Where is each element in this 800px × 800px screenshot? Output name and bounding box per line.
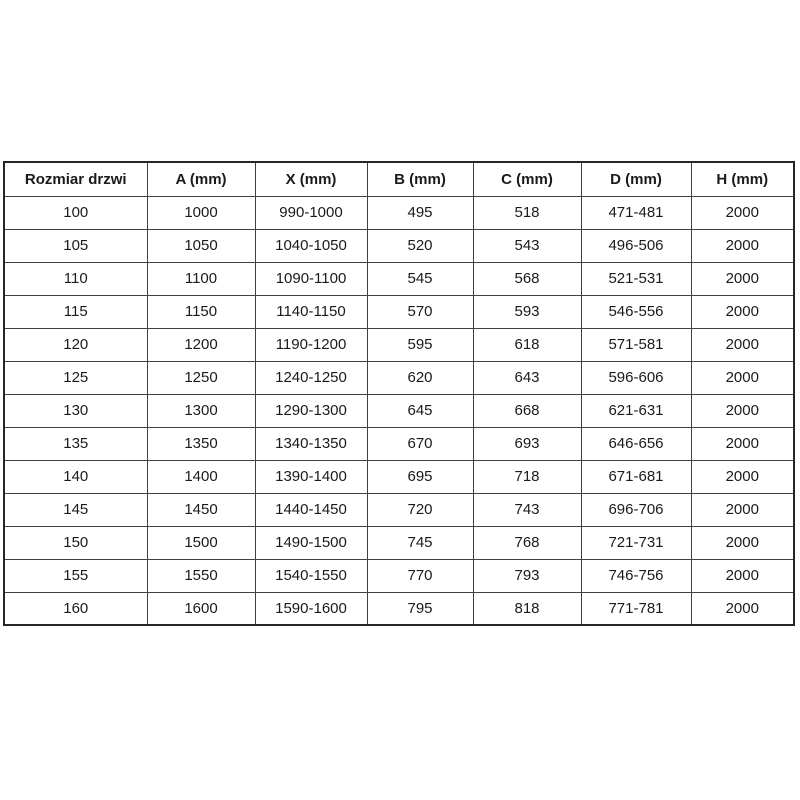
- table-cell: 1300: [147, 394, 255, 427]
- table-cell: 471-481: [581, 196, 691, 229]
- table-cell: 771-781: [581, 592, 691, 625]
- table-cell: 618: [473, 328, 581, 361]
- table-row: [4, 427, 794, 460]
- table-cell: 545: [367, 262, 473, 295]
- table-cell: 1600: [147, 592, 255, 625]
- table-cell: 495: [367, 196, 473, 229]
- table-cell: 1040-1050: [255, 229, 367, 262]
- table-cell: 145: [4, 493, 147, 526]
- table-cell: 1050: [147, 229, 255, 262]
- column-header-a-mm: A (mm): [147, 162, 255, 196]
- table-cell: 1450: [147, 493, 255, 526]
- table-cell: 743: [473, 493, 581, 526]
- table-cell: 1390-1400: [255, 460, 367, 493]
- table-row: [4, 592, 794, 625]
- table-cell: 2000: [691, 196, 794, 229]
- table-cell: 521-531: [581, 262, 691, 295]
- table-cell: 125: [4, 361, 147, 394]
- table-cell: 160: [4, 592, 147, 625]
- table-cell: 155: [4, 559, 147, 592]
- table-cell: 2000: [691, 295, 794, 328]
- table-cell: 2000: [691, 493, 794, 526]
- table-cell: 105: [4, 229, 147, 262]
- column-header-h-mm: H (mm): [691, 162, 794, 196]
- table-cell: 668: [473, 394, 581, 427]
- table-cell: 643: [473, 361, 581, 394]
- table-body: [4, 196, 794, 625]
- table-cell: 670: [367, 427, 473, 460]
- table-cell: 520: [367, 229, 473, 262]
- table-cell: 2000: [691, 361, 794, 394]
- table-cell: 115: [4, 295, 147, 328]
- table-cell: 1400: [147, 460, 255, 493]
- table-cell: 646-656: [581, 427, 691, 460]
- table-cell: 543: [473, 229, 581, 262]
- table-row: [4, 295, 794, 328]
- column-header-b-mm: B (mm): [367, 162, 473, 196]
- table-cell: 1290-1300: [255, 394, 367, 427]
- table-cell: 2000: [691, 559, 794, 592]
- table-cell: 1200: [147, 328, 255, 361]
- table-cell: 571-581: [581, 328, 691, 361]
- table-cell: 2000: [691, 229, 794, 262]
- table-cell: 2000: [691, 328, 794, 361]
- table-cell: 496-506: [581, 229, 691, 262]
- table-cell: 1550: [147, 559, 255, 592]
- table-cell: 135: [4, 427, 147, 460]
- table-row: [4, 394, 794, 427]
- table-cell: 120: [4, 328, 147, 361]
- column-header-c-mm: C (mm): [473, 162, 581, 196]
- column-header-rozmiar-drzwi: Rozmiar drzwi: [4, 162, 147, 196]
- table-cell: 620: [367, 361, 473, 394]
- table-cell: 990-1000: [255, 196, 367, 229]
- table-cell: 150: [4, 526, 147, 559]
- table-cell: 793: [473, 559, 581, 592]
- table-cell: 1340-1350: [255, 427, 367, 460]
- table-cell: 746-756: [581, 559, 691, 592]
- table-row: [4, 493, 794, 526]
- table-cell: 2000: [691, 592, 794, 625]
- table-row: [4, 262, 794, 295]
- table-row: [4, 328, 794, 361]
- table-cell: 570: [367, 295, 473, 328]
- table-cell: 695: [367, 460, 473, 493]
- table-header-row: [4, 162, 794, 196]
- table-cell: 1140-1150: [255, 295, 367, 328]
- table-cell: 770: [367, 559, 473, 592]
- table-cell: 1350: [147, 427, 255, 460]
- table-cell: 720: [367, 493, 473, 526]
- table-cell: 1590-1600: [255, 592, 367, 625]
- table-cell: 546-556: [581, 295, 691, 328]
- table-cell: 621-631: [581, 394, 691, 427]
- table-cell: 518: [473, 196, 581, 229]
- table-cell: 1150: [147, 295, 255, 328]
- table-cell: 693: [473, 427, 581, 460]
- table-row: [4, 460, 794, 493]
- table-cell: 1440-1450: [255, 493, 367, 526]
- table-cell: 2000: [691, 262, 794, 295]
- table-row: [4, 526, 794, 559]
- table-cell: 2000: [691, 526, 794, 559]
- table-cell: 1000: [147, 196, 255, 229]
- table-cell: 1240-1250: [255, 361, 367, 394]
- table-cell: 110: [4, 262, 147, 295]
- door-size-table: [3, 161, 795, 626]
- table-cell: 1100: [147, 262, 255, 295]
- table-cell: 745: [367, 526, 473, 559]
- table-cell: 2000: [691, 460, 794, 493]
- table-cell: 718: [473, 460, 581, 493]
- table-cell: 795: [367, 592, 473, 625]
- column-header-d-mm: D (mm): [581, 162, 691, 196]
- table-cell: 768: [473, 526, 581, 559]
- table-row: [4, 229, 794, 262]
- table-cell: 671-681: [581, 460, 691, 493]
- table-cell: 1190-1200: [255, 328, 367, 361]
- table-cell: 1490-1500: [255, 526, 367, 559]
- table-cell: 818: [473, 592, 581, 625]
- table-cell: 568: [473, 262, 581, 295]
- table-cell: 645: [367, 394, 473, 427]
- table-cell: 140: [4, 460, 147, 493]
- table-cell: 721-731: [581, 526, 691, 559]
- table-cell: 2000: [691, 394, 794, 427]
- table-cell: 595: [367, 328, 473, 361]
- table-cell: 1090-1100: [255, 262, 367, 295]
- table-cell: 2000: [691, 427, 794, 460]
- table-row: [4, 559, 794, 592]
- table-cell: 1250: [147, 361, 255, 394]
- column-header-x-mm: X (mm): [255, 162, 367, 196]
- table-cell: 1540-1550: [255, 559, 367, 592]
- table-cell: 100: [4, 196, 147, 229]
- table-cell: 696-706: [581, 493, 691, 526]
- table-cell: 596-606: [581, 361, 691, 394]
- table-cell: 130: [4, 394, 147, 427]
- table-cell: 1500: [147, 526, 255, 559]
- table-row: [4, 196, 794, 229]
- table-cell: 593: [473, 295, 581, 328]
- table-row: [4, 361, 794, 394]
